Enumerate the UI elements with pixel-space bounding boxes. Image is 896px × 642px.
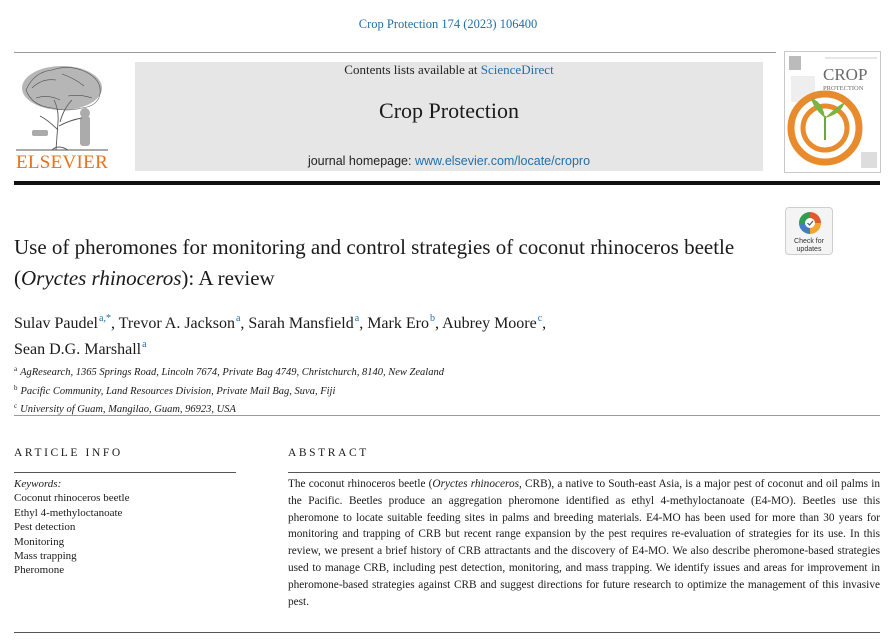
- author-name[interactable]: Sean D.G. Marshall: [14, 341, 142, 358]
- author-separator: ,: [434, 315, 443, 332]
- author-separator: ,: [359, 315, 368, 332]
- affiliation-text: University of Guam, Mangilao, Guam, 96923, USA: [20, 404, 236, 415]
- affiliation-label: b: [14, 383, 18, 392]
- journal-banner: [135, 62, 763, 171]
- journal-cover-thumbnail[interactable]: [784, 51, 881, 173]
- cover-title-line1: CROP: [823, 65, 868, 84]
- keyword-item: Pest detection: [14, 521, 76, 534]
- author-separator: ,: [110, 315, 119, 332]
- keyword-item: Pheromone: [14, 564, 65, 577]
- abstract-text-part1: The coconut rhinoceros beetle (: [288, 478, 433, 490]
- author-affiliation-marker[interactable]: b: [429, 313, 435, 324]
- author-entry[interactable]: [367, 315, 442, 332]
- abstract-species-name: Oryctes rhinoceros: [432, 478, 520, 490]
- cover-title-line2: PROTECTION: [823, 85, 864, 92]
- header-top-divider: [14, 52, 776, 53]
- title-species-name: Oryctes rhinoceros: [21, 266, 182, 290]
- author-entry[interactable]: [119, 315, 249, 332]
- author-entry[interactable]: [248, 315, 367, 332]
- title-text-part1: Use of pheromones for monitoring and control strategies of coconut rhinoceros beetle (: [14, 235, 735, 290]
- author-affiliation-marker[interactable]: a: [354, 313, 360, 324]
- author-separator: ,: [542, 315, 547, 332]
- author-entry[interactable]: [14, 315, 119, 332]
- keyword-item: Coconut rhinoceros beetle: [14, 492, 130, 505]
- article-title: [14, 232, 774, 294]
- crop-protection-cover-icon: [785, 52, 881, 173]
- sciencedirect-link[interactable]: ScienceDirect: [480, 62, 554, 77]
- keywords-block: [14, 477, 236, 578]
- header-thick-divider: [14, 181, 880, 185]
- author-name[interactable]: Aubrey Moore: [442, 315, 537, 332]
- check-for-updates-label: [786, 238, 832, 254]
- author-list: [14, 308, 774, 360]
- author-name[interactable]: Sulav Paudel: [14, 315, 98, 332]
- author-entry[interactable]: [14, 341, 147, 358]
- author-affiliation-marker[interactable]: c: [537, 313, 543, 324]
- check-for-updates-button[interactable]: [785, 207, 833, 255]
- author-affiliation-marker[interactable]: a: [235, 313, 241, 324]
- journal-title: Crop Protection: [379, 98, 519, 123]
- affiliation-label: a: [14, 365, 18, 373]
- keyword-item: Mass trapping: [14, 550, 77, 563]
- check-for-updates-icon: [786, 208, 834, 238]
- affiliation-label: c: [14, 402, 18, 410]
- keywords-label: Keywords:: [14, 478, 62, 490]
- affiliation-text: Pacific Community, Land Resources Division, Private Mail Bag, Suva, Fiji: [20, 385, 336, 397]
- abstract-divider: [288, 472, 880, 473]
- elsevier-tree-icon: [12, 60, 112, 152]
- abstract-bottom-divider: [14, 632, 880, 633]
- elsevier-wordmark: ELSEVIER: [15, 152, 109, 173]
- affiliation-list: [14, 362, 774, 418]
- title-text-part2: ): A review: [181, 266, 275, 290]
- elsevier-logo[interactable]: [12, 60, 112, 172]
- homepage-prefix: journal homepage:: [307, 154, 415, 168]
- author-affiliation-marker[interactable]: a,*: [99, 313, 111, 324]
- abstract-text-part2: , CRB), a native to South-east Asia, is a major pest of coconut and oil palms in the Pacific. Beetles produce an aggregation pheromone identified as ethyl 4-methyloctanoate (E4-MO). Beetles use this pheromone to locate suitable feeding sites in palms and breeding materials. E4-MO has been used for more than 30 years for monitoring and trapping of CRB but recent range expansion by the pest requires re-evaluation of strategies for its use. In this review, we present a brief history of CRB attractants and the discovery of E4-MO. We also describe pheromone-based strategies used to manage CRB, including pest detection, monitoring, and mass trapping. We identify issues and areas for improvement in pheromone-based strategies against CRB and suggest directions for future research to optimize the management of this invasive pest.: [288, 478, 880, 608]
- keyword-item: Ethyl 4-methyloctanoate: [14, 506, 123, 519]
- author-name[interactable]: Trevor A. Jackson: [118, 315, 235, 332]
- journal-citation[interactable]: Crop Protection 174 (2023) 106400: [358, 17, 538, 31]
- author-name[interactable]: Mark Ero: [367, 315, 429, 332]
- abstract-text: [288, 476, 880, 610]
- affiliation-divider: [14, 415, 880, 416]
- article-info-divider: [14, 472, 236, 473]
- affiliation-item: [14, 362, 774, 381]
- journal-homepage-link[interactable]: www.elsevier.com/locate/cropro: [414, 154, 591, 168]
- journal-homepage-line: [135, 154, 763, 168]
- keyword-item: Monitoring: [14, 535, 65, 548]
- affiliation-item: [14, 381, 774, 400]
- article-info-heading: ARTICLE INFO: [14, 447, 123, 459]
- author-separator: ,: [240, 315, 249, 332]
- check-updates-line2: updates: [796, 246, 822, 253]
- author-name[interactable]: Sarah Mansfield: [248, 315, 354, 332]
- affiliation-text: AgResearch, 1365 Springs Road, Lincoln 7674, Private Bag 4749, Christchurch, 8140, New Zealand: [20, 367, 444, 378]
- check-updates-line1: Check for: [794, 238, 824, 245]
- abstract-heading: ABSTRACT: [288, 447, 369, 459]
- contents-available-line: [135, 62, 763, 78]
- author-affiliation-marker[interactable]: a: [142, 339, 147, 350]
- author-entry[interactable]: [442, 315, 546, 332]
- contents-prefix: Contents lists available at: [344, 62, 481, 77]
